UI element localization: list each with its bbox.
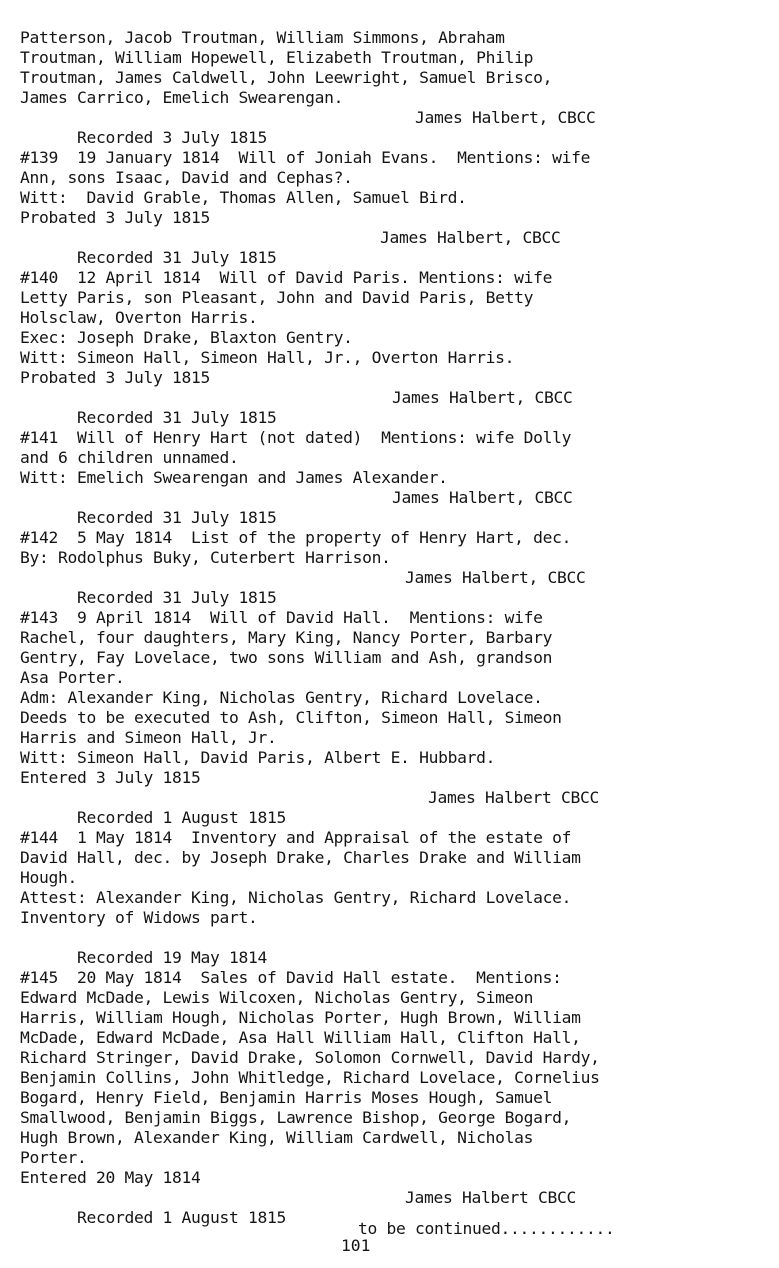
- entry-line: Hough.: [20, 868, 78, 887]
- entry-line: and 6 children unnamed.: [20, 448, 239, 467]
- recorded-date: Recorded 31 July 1815: [77, 508, 277, 527]
- entry-line: Probated 3 July 1815: [20, 208, 211, 227]
- continuation-note: to be continued............: [358, 1219, 615, 1238]
- entry-line: Letty Paris, son Pleasant, John and David Paris, Betty: [20, 288, 534, 307]
- recorded-line: [20, 388, 770, 427]
- recorded-line: [20, 108, 770, 147]
- entry-line: Bogard, Henry Field, Benjamin Harris Moses Hough, Samuel: [20, 1088, 553, 1107]
- recorded-date: Recorded 31 July 1815: [77, 408, 277, 427]
- entry-line: Benjamin Collins, John Whitledge, Richard Lovelace, Cornelius: [20, 1068, 600, 1087]
- recorded-date: Recorded 31 July 1815: [77, 588, 277, 607]
- entry-line: Ann, sons Isaac, David and Cephas?.: [20, 168, 353, 187]
- entry-line: Witt: Simeon Hall, David Paris, Albert E. Hubbard.: [20, 748, 496, 767]
- entry-line: Harris and Simeon Hall, Jr.: [20, 728, 277, 747]
- entry-line: David Hall, dec. by Joseph Drake, Charles Drake and William: [20, 848, 581, 867]
- entry-line: Holsclaw, Overton Harris.: [20, 308, 258, 327]
- recorded-date: Recorded 31 July 1815: [77, 248, 277, 267]
- recorded-date: Recorded 1 August 1815: [77, 1208, 287, 1227]
- entry-line: By: Rodolphus Buky, Cuterbert Harrison.: [20, 548, 391, 567]
- entry-line: Probated 3 July 1815: [20, 368, 211, 387]
- recorded-date: Recorded 1 August 1815: [77, 808, 287, 827]
- recorded-line: [20, 788, 770, 827]
- recorded-line: [20, 228, 770, 267]
- entry-line: Witt: David Grable, Thomas Allen, Samuel Bird.: [20, 188, 467, 207]
- entry-line: #141 Will of Henry Hart (not dated) Mentions: wife Dolly: [20, 428, 572, 447]
- entry-line: Harris, William Hough, Nicholas Porter, Hugh Brown, William: [20, 1008, 581, 1027]
- entry-142: [20, 528, 770, 607]
- clerk-signature: James Halbert CBCC: [428, 788, 600, 807]
- clerk-signature: James Halbert, CBCC: [405, 568, 586, 587]
- entry-line: Deeds to be executed to Ash, Clifton, Simeon Hall, Simeon: [20, 708, 562, 727]
- entry-line: Adm: Alexander King, Nicholas Gentry, Richard Lovelace.: [20, 688, 543, 707]
- recorded-line: [20, 568, 770, 607]
- entry-line: #143 9 April 1814 Will of David Hall. Mentions: wife: [20, 608, 543, 627]
- entry-line: Witt: Emelich Swearengan and James Alexander.: [20, 468, 448, 487]
- recorded-date: Recorded 19 May 1814: [77, 948, 268, 967]
- entry-line: Richard Stringer, David Drake, Solomon Cornwell, David Hardy,: [20, 1048, 600, 1067]
- entry-line: #145 20 May 1814 Sales of David Hall estate. Mentions:: [20, 968, 562, 987]
- page-number: 101: [341, 1236, 371, 1255]
- entry-line: #144 1 May 1814 Inventory and Appraisal of the estate of: [20, 828, 572, 847]
- entry-line: Troutman, William Hopewell, Elizabeth Troutman, Philip: [20, 48, 534, 67]
- entry-line: Exec: Joseph Drake, Blaxton Gentry.: [20, 328, 353, 347]
- entry-line: #140 12 April 1814 Will of David Paris. Mentions: wife: [20, 268, 553, 287]
- entry-line: Entered 20 May 1814: [20, 1168, 201, 1187]
- entry-line: Troutman, James Caldwell, John Leewright, Samuel Brisco,: [20, 68, 553, 87]
- entry-line: James Carrico, Emelich Swearengan.: [20, 88, 344, 107]
- clerk-signature: James Halbert, CBCC: [392, 488, 573, 507]
- entry-line: Porter.: [20, 1148, 87, 1167]
- clerk-signature: James Halbert, CBCC: [415, 108, 596, 127]
- entry-line: #139 19 January 1814 Will of Joniah Evans. Mentions: wife: [20, 148, 591, 167]
- entry-140: [20, 268, 770, 427]
- recorded-date: Recorded 3 July 1815: [77, 128, 268, 147]
- entry-line: McDade, Edward McDade, Asa Hall William Hall, Clifton Hall,: [20, 1028, 581, 1047]
- document-page: [20, 28, 770, 1228]
- entry-line: Attest: Alexander King, Nicholas Gentry, Richard Lovelace.: [20, 888, 572, 907]
- entry-line: Edward McDade, Lewis Wilcoxen, Nicholas Gentry, Simeon: [20, 988, 534, 1007]
- entry-continuation: [20, 28, 770, 147]
- entry-139: [20, 148, 770, 267]
- entry-line: Inventory of Widows part.: [20, 908, 258, 927]
- recorded-line: [20, 1188, 770, 1227]
- entry-line: Smallwood, Benjamin Biggs, Lawrence Bishop, George Bogard,: [20, 1108, 572, 1127]
- clerk-signature: James Halbert CBCC: [405, 1188, 577, 1207]
- entry-line: Hugh Brown, Alexander King, William Cardwell, Nicholas: [20, 1128, 534, 1147]
- recorded-line: [20, 928, 770, 967]
- entry-line: Witt: Simeon Hall, Simeon Hall, Jr., Overton Harris.: [20, 348, 515, 367]
- entry-141: [20, 428, 770, 527]
- entry-line: Asa Porter.: [20, 668, 125, 687]
- clerk-signature: James Halbert, CBCC: [392, 388, 573, 407]
- entry-line: Entered 3 July 1815: [20, 768, 201, 787]
- clerk-signature: James Halbert, CBCC: [380, 228, 561, 247]
- entry-line: Gentry, Fay Lovelace, two sons William and Ash, grandson: [20, 648, 553, 667]
- entry-line: Rachel, four daughters, Mary King, Nancy Porter, Barbary: [20, 628, 553, 647]
- entry-line: #142 5 May 1814 List of the property of Henry Hart, dec.: [20, 528, 572, 547]
- entry-143: [20, 608, 770, 827]
- recorded-line: [20, 488, 770, 527]
- entry-144: [20, 828, 770, 967]
- entry-line: Patterson, Jacob Troutman, William Simmons, Abraham: [20, 28, 505, 47]
- entry-145: [20, 968, 770, 1227]
